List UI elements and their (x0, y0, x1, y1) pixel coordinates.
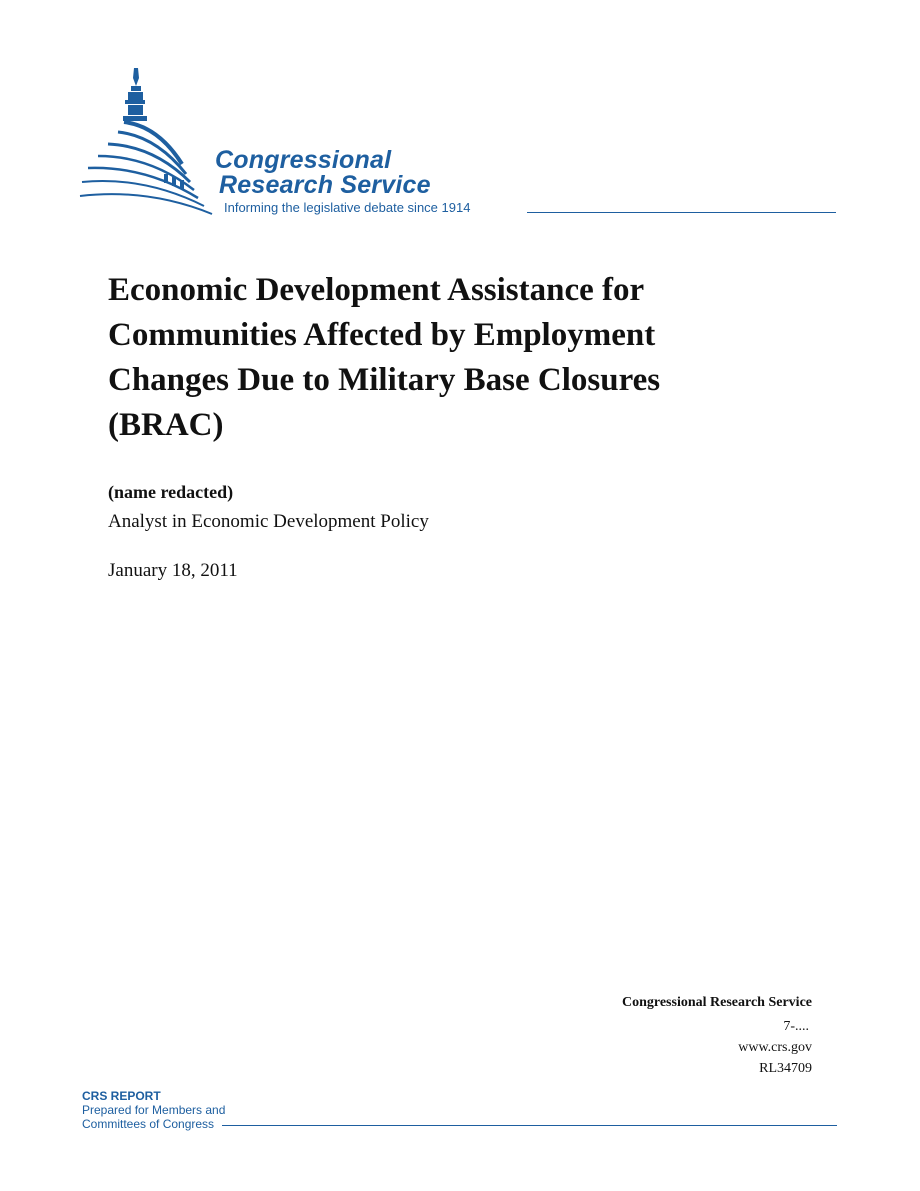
report-date: January 18, 2011 (108, 560, 238, 581)
author-title: Analyst in Economic Development Policy (108, 511, 429, 532)
logo-text-research-service: Research Service (219, 171, 431, 199)
crs-report-label: CRS REPORT (82, 1089, 161, 1103)
footer-rule (222, 1125, 837, 1126)
report-title: Economic Development Assistance for Communities Affected by Employment Changes Due to Military Base Closures (BRAC) (108, 272, 661, 443)
publication-info (622, 992, 812, 1079)
prepared-for-line-1: Prepared for Members and (82, 1103, 226, 1117)
header-rule (527, 212, 836, 213)
report-number: RL34709 (759, 1061, 812, 1076)
publisher-name: Congressional Research Service (621, 995, 812, 1010)
capitol-dome-icon (78, 64, 228, 219)
website-link[interactable]: www.crs.gov (738, 1040, 812, 1055)
author-name: (name redacted) (108, 482, 234, 502)
logo-tagline: Informing the legislative debate since 1914 (224, 200, 471, 215)
logo-text-congressional: Congressional (215, 146, 392, 174)
crs-logo (78, 64, 838, 224)
phone-number: 7-.... (783, 1019, 809, 1034)
prepared-for-line-2: Committees of Congress (82, 1117, 215, 1131)
footer (82, 1089, 837, 1131)
